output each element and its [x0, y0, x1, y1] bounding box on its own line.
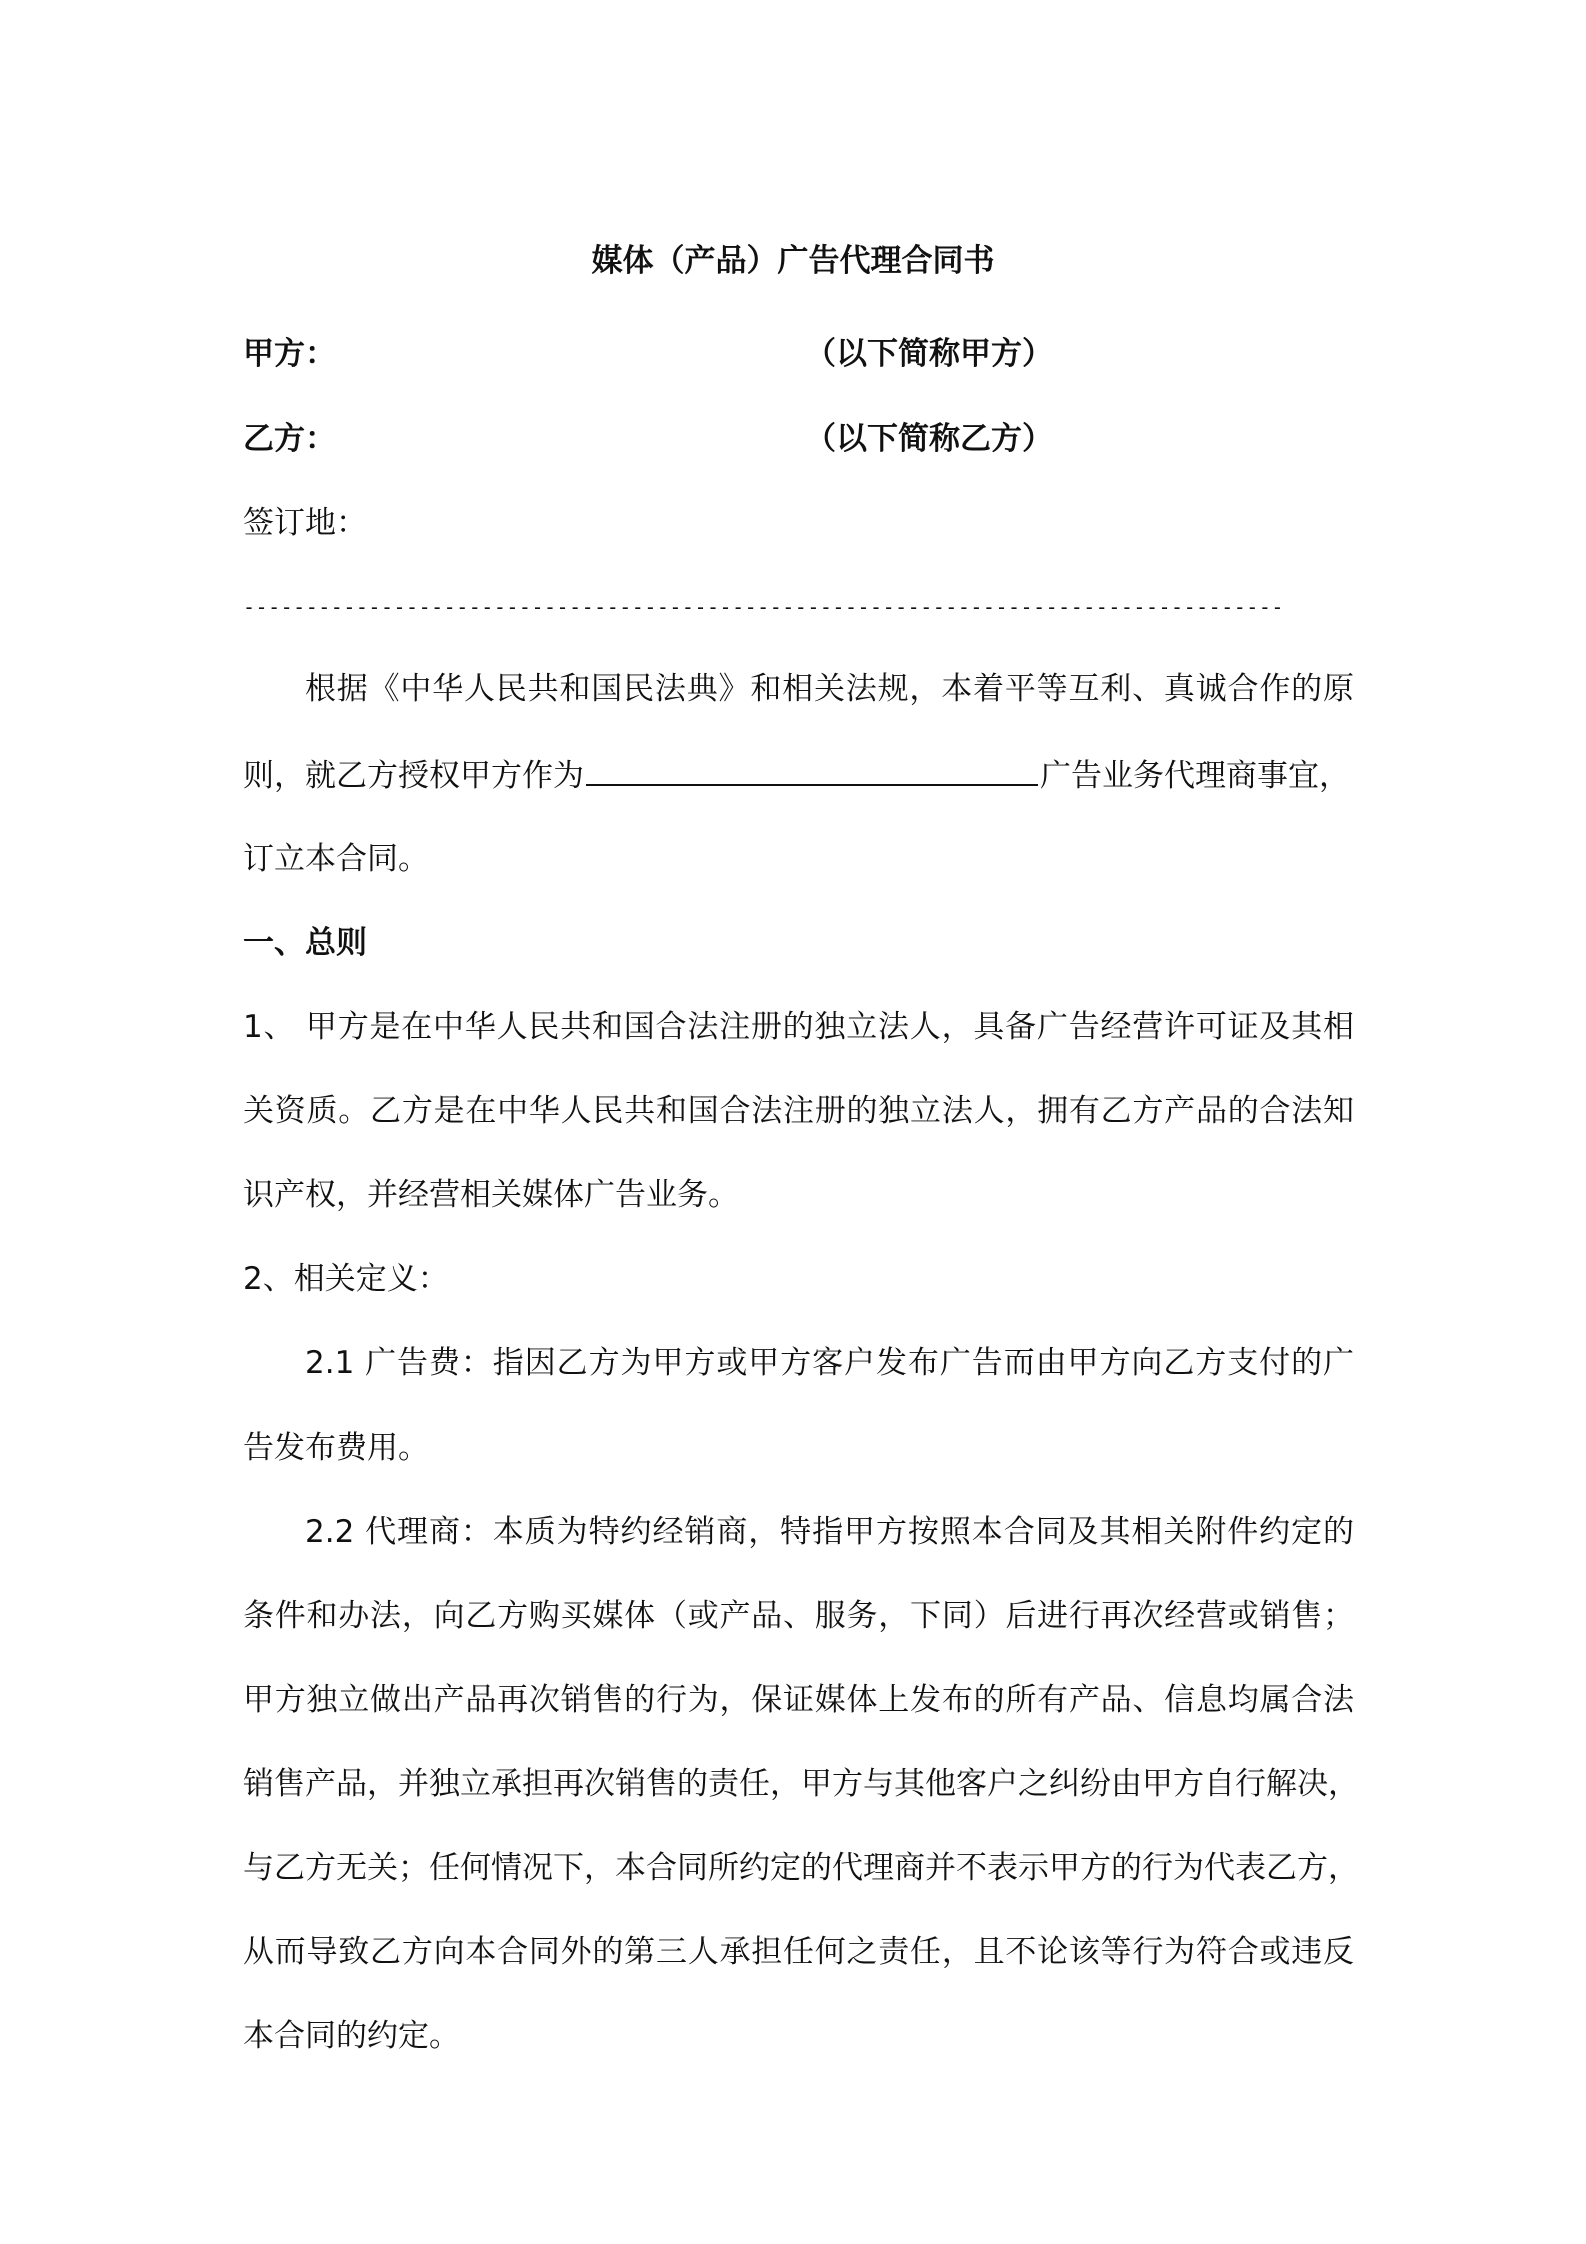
preamble-line-2	[243, 754, 1354, 796]
section-1-heading: 一、总则	[243, 925, 367, 961]
fill-in-blank[interactable]	[586, 754, 1038, 786]
preamble-line-2-end: 广告业务代理商事宜，	[1040, 758, 1350, 794]
signing-place-label: 签订地：	[243, 505, 367, 541]
clause-2-1-line-2: 告发布费用。	[243, 1430, 429, 1466]
preamble-line-2-start: 则，就乙方授权甲方作为	[243, 758, 584, 794]
clause-1-line-1: 1、 甲方是在中华人民共和国合法注册的独立法人，具备广告经营许可证及其相	[243, 1009, 1354, 1045]
clause-2-1-line-1: 2.1 广告费：指因乙方为甲方或甲方客户发布广告而由甲方向乙方支付的广	[305, 1345, 1354, 1381]
party-b-label: 乙方：	[243, 421, 336, 457]
clause-2-2-line-7: 本合同的约定。	[243, 2018, 460, 2054]
document-title: 媒体（产品）广告代理合同书	[591, 243, 995, 279]
party-b-note: （以下简称乙方）	[805, 421, 1053, 457]
party-a-note: （以下简称甲方）	[805, 336, 1053, 372]
clause-2-2-line-1: 2.2 代理商：本质为特约经销商，特指甲方按照本合同及其相关附件约定的	[305, 1514, 1354, 1550]
preamble-line-3: 订立本合同。	[243, 841, 429, 877]
clause-2-2-line-2: 条件和办法，向乙方购买媒体（或产品、服务，下同）后进行再次经营或销售；	[243, 1598, 1354, 1634]
clause-1-line-2: 关资质。乙方是在中华人民共和国合法注册的独立法人，拥有乙方产品的合法知	[243, 1093, 1354, 1129]
clause-2-heading: 2、相关定义：	[243, 1261, 449, 1297]
clause-2-2-line-3: 甲方独立做出产品再次销售的行为，保证媒体上发布的所有产品、信息均属合法	[243, 1682, 1354, 1718]
preamble-line-1: 根据《中华人民共和国民法典》和相关法规，本着平等互利、真诚合作的原	[305, 671, 1354, 707]
clause-1-line-3: 识产权，并经营相关媒体广告业务。	[243, 1177, 739, 1213]
clause-2-2-line-5: 与乙方无关；任何情况下，本合同所约定的代理商并不表示甲方的行为代表乙方，	[243, 1850, 1359, 1886]
clause-2-2-line-4: 销售产品，并独立承担再次销售的责任，甲方与其他客户之纠纷由甲方自行解决，	[243, 1766, 1359, 1802]
party-a-label: 甲方：	[243, 336, 336, 372]
separator-line: -----------------------------------------------------------------------------------	[243, 595, 1284, 619]
clause-2-2-line-6: 从而导致乙方向本合同外的第三人承担任何之责任，且不论该等行为符合或违反	[243, 1934, 1354, 1970]
